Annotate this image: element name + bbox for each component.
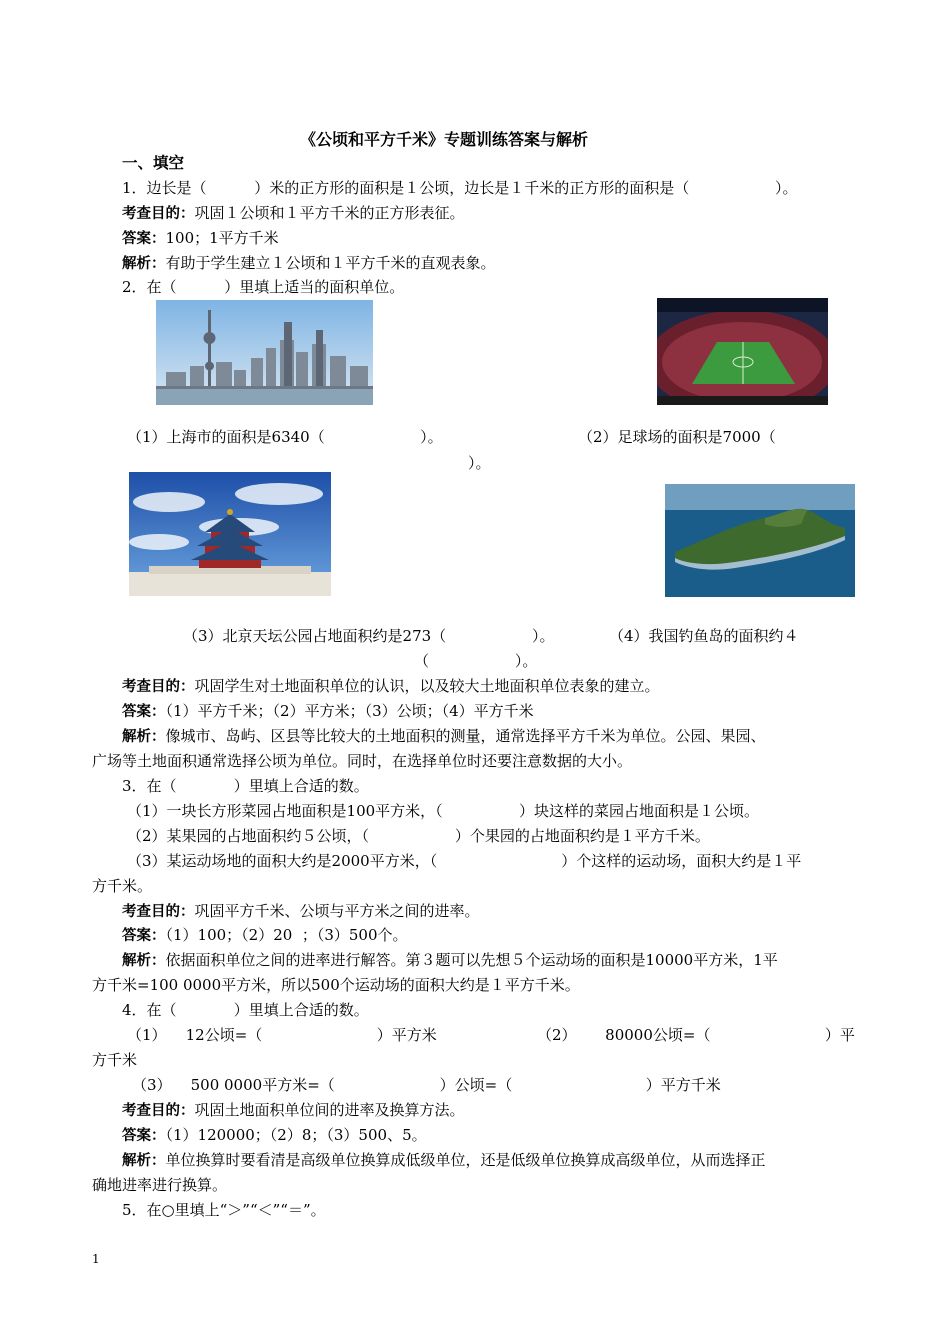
q3-item-2: （2）某果园的占地面积约５公顷，（ ）个果园的占地面积约是１平方千米。 [127, 827, 710, 845]
q4-item-3: （3） 500 0000平方米=（ ）公顷=（ ）平方千米 [132, 1076, 721, 1094]
q3-item-1: （1）一块长方形菜园占地面积是100平方米，（ ）块这样的菜园占地面积是１公顷。 [127, 802, 759, 820]
q2-item-4: （4）我国钓鱼岛的面积约４ [609, 627, 799, 645]
q2-item-4-end: （ ）。 [414, 652, 538, 670]
q4-analysis-line2: 确地进率进行换算。 [92, 1176, 228, 1194]
q1-text: 1．边长是（ ）米的正方形的面积是１公顷，边长是１千米的正方形的面积是（ ）。 [122, 179, 798, 197]
q2-item-2-end: ）。 [468, 454, 491, 472]
q2-item-3: （3）北京天坛公园占地面积约是273（ ）。 [183, 627, 555, 645]
q4-answer: 答案：（1）120000；（2）8；（3）500、5。 [122, 1126, 427, 1144]
q4-item-1: （1） 12公顷=（ ）平方米 [127, 1026, 437, 1044]
football-stadium-image [657, 298, 828, 405]
q3-item-3-wrap: 方千米。 [92, 877, 153, 895]
page-number: 1 [92, 1252, 100, 1266]
section-heading-fill: 一、填空 [122, 154, 185, 172]
q2-item-1: （1）上海市的面积是6340（ ）。 [127, 428, 443, 446]
q2-purpose: 考查目的：巩固学生对土地面积单位的认识，以及较大土地面积单位表象的建立。 [122, 677, 660, 695]
temple-of-heaven-image [129, 472, 331, 596]
q4-item-2-wrap: 方千米 [92, 1051, 138, 1069]
shanghai-skyline-image [156, 300, 373, 405]
q2-analysis-line1: 解析：像城市、岛屿、区县等比较大的土地面积的测量，通常选择平方千米为单位。公园、果园、 [122, 727, 766, 745]
q2-analysis-line2: 广场等土地面积通常选择公顷为单位。同时，在选择单位时还要注意数据的大小。 [92, 752, 633, 770]
q4-purpose: 考查目的：巩固土地面积单位间的进率及换算方法。 [122, 1101, 465, 1119]
q5-text: 5．在○里填上“＞”“＜”“＝”。 [122, 1201, 326, 1219]
q1-purpose: 考查目的：巩固１公顷和１平方千米的正方形表征。 [122, 204, 465, 222]
q4-analysis-line1: 解析：单位换算时要看清是高级单位换算成低级单位，还是低级单位换算成高级单位，从而选择正 [122, 1151, 766, 1169]
q4-text: 4．在（ ）里填上合适的数。 [122, 1001, 369, 1019]
q2-item-2: （2）足球场的面积是7000（ [578, 428, 776, 446]
q3-purpose: 考查目的：巩固平方千米、公顷与平方米之间的进率。 [122, 902, 480, 920]
page-title: 《公顷和平方千米》专题训练答案与解析 [300, 130, 589, 149]
q1-answer: 答案：100；1平方千米 [122, 229, 279, 247]
q2-text: 2．在（ ）里填上适当的面积单位。 [122, 278, 405, 296]
diaoyu-island-image [665, 484, 855, 597]
q1-analysis: 解析：有助于学生建立１公顷和１平方千米的直观表象。 [122, 254, 496, 272]
q3-text: 3．在（ ）里填上合适的数。 [122, 777, 369, 795]
q3-answer: 答案：（1）100；（2）20 ；（3）500个。 [122, 926, 408, 944]
q2-answer: 答案：（1）平方千米；（2）平方米；（3）公顷；（4）平方千米 [122, 702, 534, 720]
q4-item-2: （2） 80000公顷=（ ）平 [537, 1026, 855, 1044]
q3-item-3: （3）某运动场地的面积大约是2000平方米，（ ）个这样的运动场，面积大约是１平 [127, 852, 802, 870]
q3-analysis-line2: 方千米=100 0000平方米，所以500个运动场的面积大约是１平方千米。 [92, 976, 580, 994]
q3-analysis-line1: 解析：依据面积单位之间的进率进行解答。第３题可以先想５个运动场的面积是10000平方米，1平 [122, 951, 778, 969]
